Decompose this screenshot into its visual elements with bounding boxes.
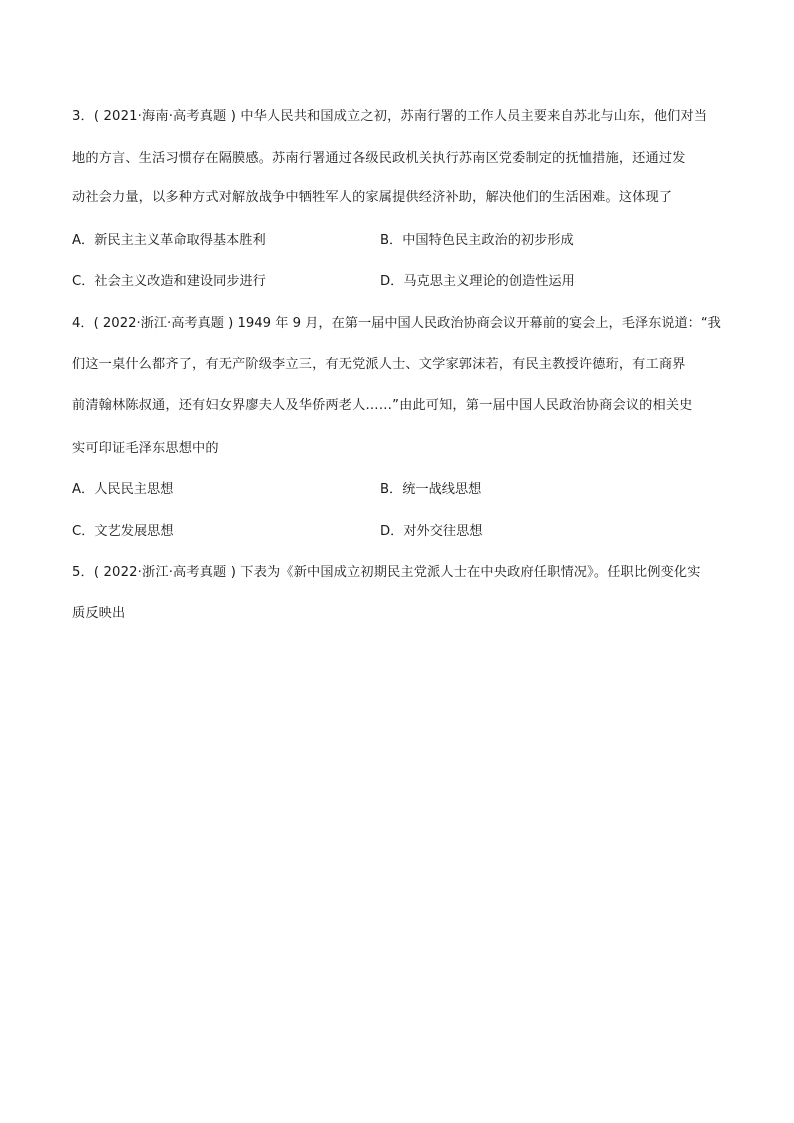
question-4-line-1: 4．( 2022·浙江·高考真题 ) 1949 年 9 月，在第一届中国人民政治协商会议开幕前的宴会上，毛泽东说道：“我 <box>72 316 721 331</box>
question-3-option-a: A．新民主主义革命取得基本胜利 <box>72 233 266 248</box>
question-4-option-a: A．人民民主思想 <box>72 482 174 497</box>
question-4-line-2: 们这一桌什么都齐了，有无产阶级李立三，有无党派人士、文学家郭沫若，有民主教授许德珩，有工商界 <box>72 357 686 372</box>
question-3-line-2: 地的方言、生活习惯存在隔膜感。苏南行署通过各级民政机关执行苏南区党委制定的抚恤措施，还通过发 <box>72 151 686 166</box>
question-3-line-3: 动社会力量，以多种方式对解放战争中牺牲军人的家属提供经济补助，解决他们的生活困难。这体现了 <box>72 190 673 205</box>
question-4-line-4: 实可印证毛泽东思想中的 <box>72 441 219 456</box>
question-3-option-d: D．马克思主义理论的创造性运用 <box>380 274 575 289</box>
question-5-line-1: 5．( 2022·浙江·高考真题 ) 下表为《新中国成立初期民主党派人士在中央政府任职情况》。任职比例变化实 <box>72 565 701 580</box>
question-3-option-c: C．社会主义改造和建设同步进行 <box>72 274 266 289</box>
question-3-option-b: B．中国特色民主政治的初步形成 <box>380 233 574 248</box>
question-4-option-c: C．文艺发展思想 <box>72 524 174 539</box>
question-4-option-d: D．对外交往思想 <box>380 524 483 539</box>
question-5-line-2: 质反映出 <box>72 606 126 621</box>
question-3-line-1: 3．( 2021·海南·高考真题 ) 中华人民共和国成立之初，苏南行署的工作人员主要来自苏北与山东，他们对当 <box>72 109 708 124</box>
question-4-option-b: B．统一战线思想 <box>380 482 482 497</box>
question-4-line-3: 前清翰林陈叔通，还有妇女界廖夫人及华侨两老人……”由此可知，第一届中国人民政治协商会议的相关史 <box>72 398 693 413</box>
